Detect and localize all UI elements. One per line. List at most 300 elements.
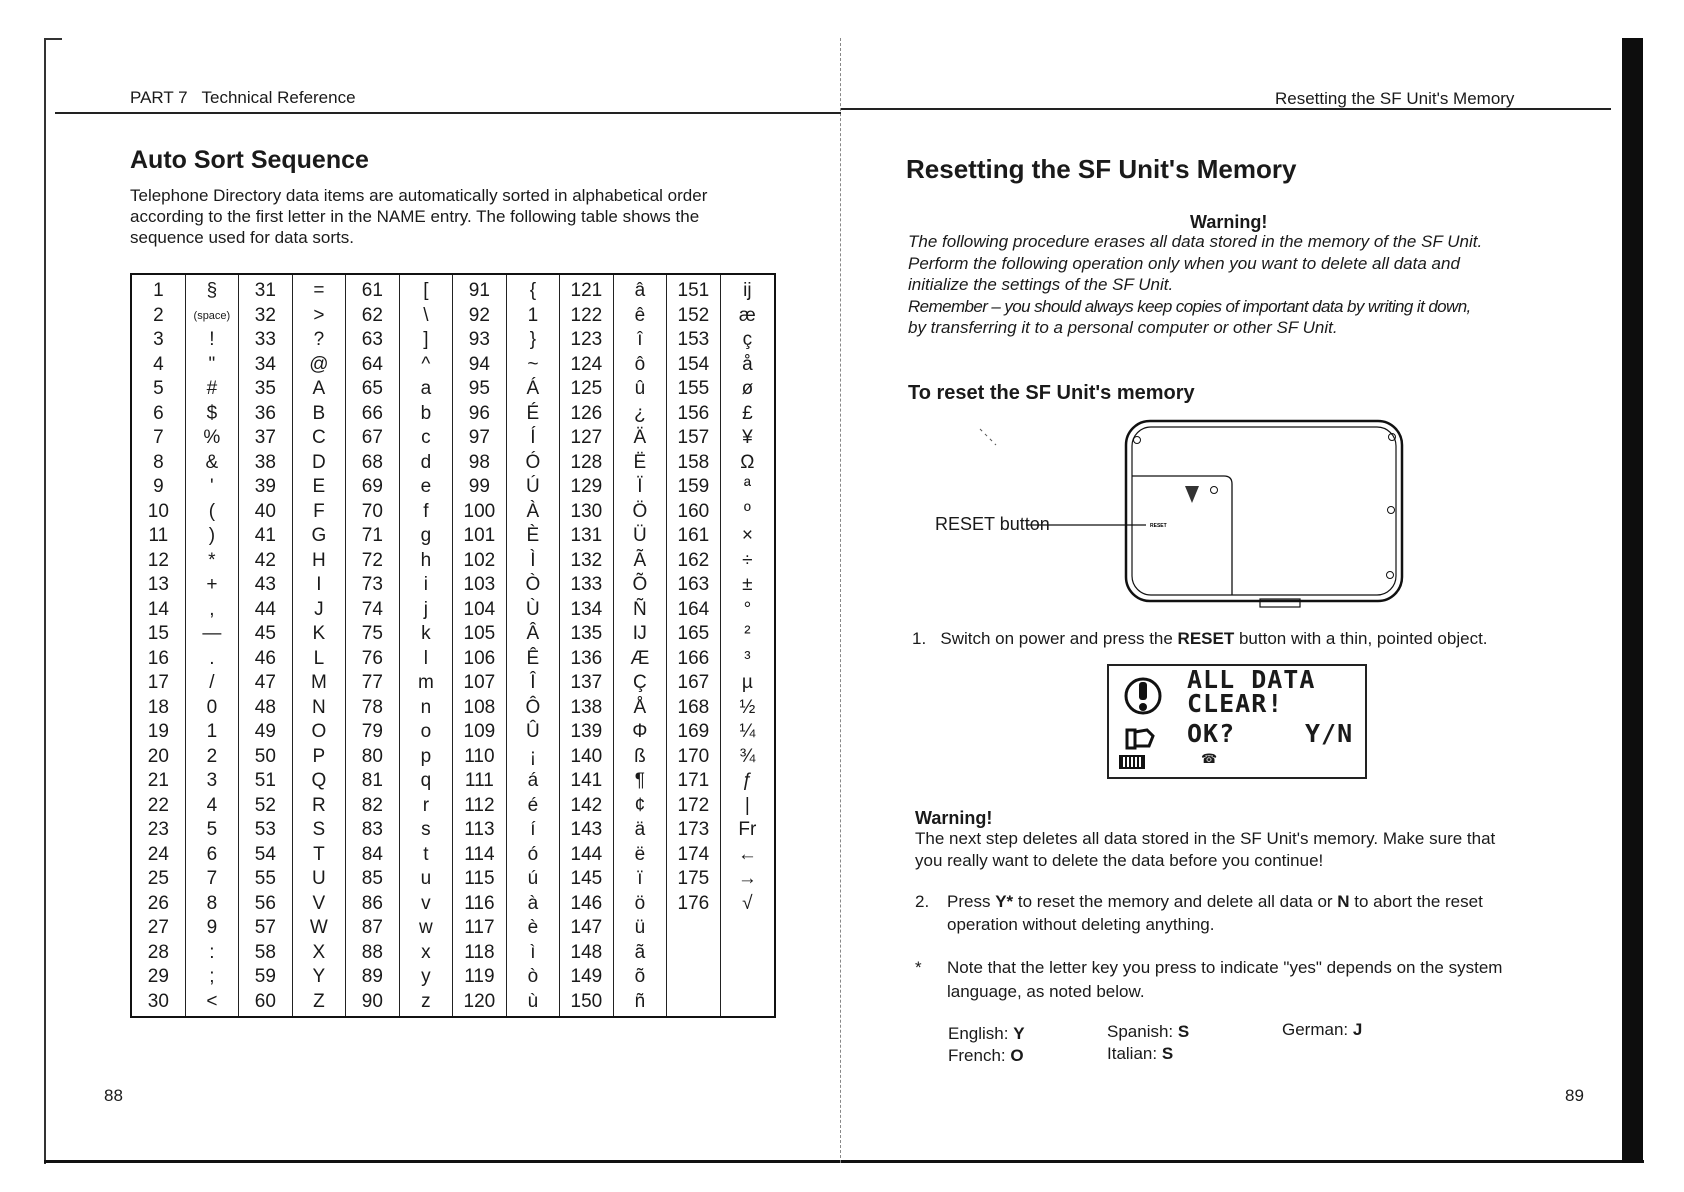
reset-key: RESET	[1177, 629, 1235, 648]
sort-number: 115	[464, 868, 495, 889]
sort-character: $	[206, 402, 218, 424]
sort-number: 86	[361, 892, 383, 914]
sort-character: H	[312, 549, 326, 571]
note	[915, 956, 1502, 1004]
sort-character: R	[312, 794, 326, 816]
sort-number: 129	[570, 476, 603, 497]
header-part: PART 7	[130, 88, 188, 107]
sort-character: Ñ	[633, 598, 647, 620]
sort-character: a	[420, 378, 432, 399]
sort-number: 154	[677, 353, 710, 375]
sort-number: 73	[361, 574, 383, 595]
sort-character: B	[312, 402, 326, 424]
sort-character: h	[420, 549, 432, 571]
sort-character: ²	[744, 623, 751, 644]
sort-character: ¢	[634, 794, 646, 816]
sort-character: U	[312, 868, 326, 889]
sort-character: á	[527, 770, 539, 791]
sort-character: D	[312, 451, 326, 473]
sort-number: 38	[254, 451, 276, 473]
sort-number: 123	[570, 329, 603, 350]
sort-number: 90	[361, 990, 383, 1012]
sort-character: O	[311, 721, 327, 742]
sort-number: 94	[468, 353, 490, 375]
sort-character: Y	[312, 966, 326, 987]
sort-number: 43	[254, 574, 276, 595]
sort-character: m	[417, 672, 434, 693]
right-header-rule	[841, 108, 1611, 110]
sort-character: k	[421, 623, 431, 644]
sort-character-column	[293, 275, 346, 1016]
sort-number: 80	[361, 745, 383, 767]
sort-number: 4	[153, 353, 164, 375]
sort-number: 47	[254, 672, 276, 693]
sort-character: V	[312, 892, 326, 914]
sort-character: Ò	[525, 574, 541, 595]
sort-number: 42	[254, 549, 276, 571]
sort-number: 69	[361, 476, 383, 497]
sort-number: 141	[570, 770, 603, 791]
sort-number: 83	[361, 819, 383, 840]
sort-character: Î	[530, 672, 536, 693]
sort-character: z	[421, 990, 431, 1012]
sort-number: 143	[570, 819, 603, 840]
sort-character: (	[208, 500, 216, 522]
sort-number: 146	[570, 892, 603, 914]
sort-number: 68	[361, 451, 383, 473]
sort-number: 41	[254, 525, 276, 546]
sort-number: 51	[254, 770, 276, 791]
sort-number: 50	[254, 745, 276, 767]
sort-number: 64	[361, 353, 383, 375]
sort-character: √	[742, 892, 753, 914]
sort-character: ÷	[742, 549, 753, 571]
sort-character: Q	[311, 770, 327, 791]
sort-number: 158	[677, 451, 710, 473]
sort-character: å	[742, 353, 753, 375]
right-border	[1622, 38, 1643, 1163]
warning-heading: Warning!	[1190, 212, 1268, 232]
sort-number: 60	[254, 990, 276, 1012]
sort-number-column	[132, 275, 186, 1016]
sort-number: 62	[361, 304, 383, 326]
sort-number: 153	[677, 329, 710, 350]
sort-character: 0	[206, 696, 218, 718]
sort-character: 8	[206, 892, 218, 914]
sort-character: ĳ	[743, 280, 752, 301]
sort-character: |	[744, 794, 750, 816]
sort-character-column	[614, 275, 667, 1016]
sort-character: î	[637, 329, 643, 350]
sort-character: ª	[743, 476, 751, 497]
sort-character: Ô	[525, 696, 541, 718]
phone-icon: ☎	[1201, 751, 1218, 766]
step-1	[912, 628, 1488, 649]
sort-number: 96	[468, 402, 490, 424]
sort-number: 128	[570, 451, 603, 473]
sort-number: 56	[254, 892, 276, 914]
sort-character: Æ	[630, 647, 650, 669]
sort-number: 39	[254, 476, 276, 497]
sort-number: 79	[361, 721, 383, 742]
sort-number: 58	[254, 941, 276, 963]
sort-character: {	[529, 280, 537, 301]
sort-character: /	[209, 672, 215, 693]
sort-number: 52	[254, 794, 276, 816]
sort-character: û	[634, 378, 646, 399]
sort-character: ì	[530, 941, 536, 963]
warning-line: Remember – you should always keep copies of important data by writing it down,	[908, 296, 1471, 316]
sort-number: 37	[254, 427, 276, 448]
sort-number: 82	[361, 794, 383, 816]
sort-character: "	[208, 353, 216, 375]
sort-number: 55	[254, 868, 276, 889]
sort-character: f	[423, 500, 429, 522]
step-2	[915, 890, 1483, 936]
sort-number: 31	[254, 280, 276, 301]
sort-character: ã	[634, 941, 646, 963]
sort-number: 161	[677, 525, 710, 546]
page-title: Auto Sort Sequence	[130, 146, 369, 174]
warning-text	[908, 231, 1482, 339]
sort-number: 24	[147, 843, 169, 865]
warning-2-heading: Warning!	[915, 808, 993, 828]
sort-character: ü	[634, 917, 646, 938]
sort-number: 114	[464, 843, 495, 865]
sort-character: J	[314, 598, 324, 620]
sort-number: 40	[254, 500, 276, 522]
sort-number: 149	[570, 966, 603, 987]
sort-character: ë	[634, 843, 646, 865]
sort-character: â	[634, 280, 646, 301]
sort-character: S	[312, 819, 326, 840]
sort-number: 103	[463, 574, 496, 595]
sort-number: 120	[463, 990, 496, 1012]
sort-number: 84	[361, 843, 383, 865]
sort-character: ø	[741, 378, 754, 399]
sort-number: 125	[570, 378, 603, 399]
sort-number: 99	[468, 476, 490, 497]
sort-number: 91	[468, 280, 490, 301]
sort-number: 111	[464, 770, 494, 791]
step-text: operation without deleting anything.	[947, 915, 1215, 934]
sort-number: 85	[361, 868, 383, 889]
sort-number: 140	[570, 745, 603, 767]
sort-character: !	[209, 329, 215, 350]
sort-character: ½	[739, 696, 756, 718]
sort-character: Ü	[633, 525, 647, 546]
sort-character: £	[742, 402, 753, 424]
sort-character: ]	[423, 329, 429, 350]
bottom-border	[44, 1160, 1644, 1163]
sort-character: [	[423, 280, 429, 301]
sort-character: ä	[634, 819, 646, 840]
sort-character: Í	[530, 427, 536, 448]
sort-character: 9	[206, 917, 218, 938]
sort-number: 6	[153, 402, 164, 424]
sort-number: 144	[570, 843, 603, 865]
lcd-line-1: ALL DATA	[1187, 665, 1316, 694]
sort-character: ¼	[739, 721, 756, 742]
sort-character: Ó	[525, 451, 541, 473]
sort-character: Û	[526, 721, 540, 742]
sort-character: °	[743, 598, 752, 620]
sort-number: 172	[677, 794, 710, 816]
sort-character: A	[312, 378, 326, 399]
sort-number: 75	[361, 623, 383, 644]
sort-character: Fr	[738, 819, 757, 840]
intro-line: Telephone Directory data items are automatically sorted in alphabetical order	[130, 186, 708, 205]
sort-character: %	[203, 427, 221, 448]
sort-number: 98	[468, 451, 490, 473]
sort-number: 132	[570, 549, 603, 571]
sort-number: 164	[677, 598, 710, 620]
sort-number: 65	[361, 378, 383, 399]
sort-character: Å	[633, 696, 647, 718]
sort-number: 28	[147, 941, 169, 963]
sort-character: ö	[634, 892, 646, 914]
sort-number: 162	[677, 549, 710, 571]
step-text: Switch on power and press the	[940, 629, 1178, 648]
sort-number: 2	[153, 304, 164, 326]
page-number-left: 88	[104, 1086, 123, 1105]
sort-character: Ì	[530, 549, 536, 571]
sort-number: 81	[361, 770, 383, 791]
sort-number: 101	[463, 525, 496, 546]
sort-number: 46	[254, 647, 276, 669]
sort-number: 102	[463, 549, 496, 571]
sort-character: X	[312, 941, 326, 963]
sort-character: \	[423, 304, 429, 326]
sort-character: →	[737, 868, 757, 889]
sort-character: u	[420, 868, 432, 889]
sort-number: 77	[361, 672, 383, 693]
left-header-rule	[55, 112, 841, 114]
sort-number: 54	[254, 843, 276, 865]
step-number: 2.	[915, 892, 930, 911]
sort-number: 170	[677, 745, 710, 767]
lcd-line-2: CLEAR!	[1187, 689, 1284, 718]
sort-character: é	[527, 794, 539, 816]
sort-character: x	[421, 941, 431, 963]
sort-number: 167	[677, 672, 710, 693]
sort-character: 2	[206, 745, 218, 767]
sort-character: ,	[209, 598, 215, 620]
sort-character: 6	[206, 843, 218, 865]
sort-character: ³	[744, 647, 751, 669]
sort-number: 13	[147, 574, 169, 595]
sort-number: 168	[677, 696, 710, 718]
sort-number-column	[560, 275, 614, 1016]
sort-number: 110	[464, 745, 495, 767]
sort-character: M	[310, 672, 327, 693]
sort-character: º	[743, 500, 751, 522]
sort-number: 126	[570, 402, 603, 424]
sort-number: 124	[570, 353, 603, 375]
page-number-right: 89	[1565, 1086, 1584, 1105]
sort-number: 169	[677, 721, 710, 742]
left-border	[44, 38, 46, 1164]
sort-number: 139	[570, 721, 603, 742]
sort-number: 45	[254, 623, 276, 644]
sort-number: 135	[570, 623, 603, 644]
sort-character: .	[209, 647, 215, 669]
pointing-hand-icon	[1125, 726, 1157, 752]
sort-number: 176	[677, 892, 710, 914]
sort-character: &	[205, 451, 219, 473]
sort-number: 17	[147, 672, 169, 693]
sort-character: ?	[313, 329, 325, 350]
sort-number: 3	[153, 329, 164, 350]
language-spanish: Spanish: S	[1107, 1022, 1190, 1041]
step-text: Press	[947, 892, 996, 911]
language-list	[948, 1020, 1448, 1073]
sort-number-column	[453, 275, 507, 1016]
sort-number: 57	[254, 917, 276, 938]
sort-number: 35	[254, 378, 276, 399]
top-left-tick	[44, 38, 62, 40]
sort-character: à	[527, 892, 539, 914]
sort-character: Ú	[526, 476, 540, 497]
sort-number: 25	[147, 868, 169, 889]
sort-character: p	[420, 745, 432, 767]
sort-number: 122	[570, 304, 603, 326]
sort-number: 20	[147, 745, 169, 767]
sort-number-column	[346, 275, 400, 1016]
sort-character: ×	[741, 525, 753, 546]
sort-character: ß	[634, 745, 646, 767]
sort-number: 152	[677, 304, 710, 326]
sort-number: 145	[570, 868, 603, 889]
sort-character: 3	[206, 770, 218, 791]
sort-character: —	[202, 623, 222, 644]
sort-number: 142	[570, 794, 603, 816]
sort-number: 171	[677, 770, 710, 791]
sort-character: ú	[527, 868, 539, 889]
header-section: Technical Reference	[201, 88, 356, 107]
sort-character: ò	[527, 966, 539, 987]
sort-number: 118	[464, 941, 495, 963]
sort-number: 72	[361, 549, 383, 571]
exclamation-icon	[1123, 672, 1163, 728]
sort-character: #	[206, 378, 218, 399]
sort-number: 22	[147, 794, 169, 816]
sort-character: y	[421, 966, 431, 987]
sort-number: 27	[147, 917, 169, 938]
sort-number: 12	[147, 549, 169, 571]
sort-character: b	[420, 402, 432, 424]
sort-number: 74	[361, 598, 383, 620]
sort-character: =	[313, 280, 325, 301]
sort-number: 134	[570, 598, 603, 620]
sort-character: Ö	[632, 500, 648, 522]
sort-character: Ê	[526, 647, 540, 669]
sort-character: í	[530, 819, 536, 840]
sort-character: ñ	[634, 990, 646, 1012]
sort-number: 148	[570, 941, 603, 963]
sort-number: 61	[361, 280, 383, 301]
sort-number: 174	[677, 843, 710, 865]
sort-number: 131	[570, 525, 603, 546]
language-italian: Italian: S	[1107, 1044, 1174, 1063]
sort-character: ê	[634, 304, 646, 326]
sort-number: 150	[570, 990, 603, 1012]
sort-character: ù	[527, 990, 539, 1012]
sort-number: 36	[254, 402, 276, 424]
sort-character: É	[526, 402, 540, 424]
sort-number: 108	[463, 696, 496, 718]
sort-character: Ï	[637, 476, 643, 497]
sort-character: v	[421, 892, 431, 914]
sort-number: 117	[464, 917, 495, 938]
auto-sort-table	[130, 273, 776, 1018]
sort-character: À	[526, 500, 540, 522]
sort-character: (space)	[193, 309, 231, 322]
sort-character: ó	[527, 843, 539, 865]
sort-number: 107	[463, 672, 496, 693]
sort-number: 18	[147, 696, 169, 718]
sort-character: n	[420, 696, 432, 718]
sort-character: Á	[526, 378, 540, 399]
sort-character: 1	[206, 721, 218, 742]
sort-character: Ù	[526, 598, 540, 620]
right-header: Resetting the SF Unit's Memory	[1275, 89, 1515, 108]
sort-character: I	[316, 574, 322, 595]
sort-number: 21	[147, 770, 169, 791]
sort-character: 4	[206, 794, 218, 816]
sort-character: :	[209, 941, 215, 963]
sort-number: 92	[468, 304, 490, 326]
sort-number: 97	[468, 427, 490, 448]
intro-text	[130, 185, 707, 248]
sort-character: Ω	[740, 451, 755, 473]
sort-number: 48	[254, 696, 276, 718]
sort-character: Z	[313, 990, 325, 1012]
sort-character: ±	[742, 574, 753, 595]
sort-number: 106	[463, 647, 496, 669]
sort-character: d	[420, 451, 432, 473]
sort-number: 87	[361, 917, 383, 938]
sort-character: T	[313, 843, 325, 865]
sort-number: 5	[153, 378, 164, 399]
sort-character: Õ	[632, 574, 648, 595]
sort-number: 32	[254, 304, 276, 326]
warning-line: by transferring it to a personal computer or other SF Unit.	[908, 318, 1338, 337]
sort-number: 71	[361, 525, 383, 546]
language-english: English: Y	[948, 1024, 1025, 1043]
sort-character: '	[210, 476, 214, 497]
sort-character: K	[312, 623, 326, 644]
sort-number: 67	[361, 427, 383, 448]
sort-character: È	[526, 525, 540, 546]
sort-number: 138	[570, 696, 603, 718]
sort-character: i	[423, 574, 428, 595]
sort-character: +	[206, 574, 218, 595]
sort-character: Ç	[633, 672, 647, 693]
sort-number: 155	[677, 378, 710, 399]
warning-line: initialize the settings of the SF Unit.	[908, 275, 1174, 294]
sort-number: 29	[147, 966, 169, 987]
sort-number: 63	[361, 329, 383, 350]
sort-number: 112	[464, 794, 495, 816]
sort-number: 147	[570, 917, 603, 938]
sort-number: 133	[570, 574, 603, 595]
sort-character: W	[309, 917, 328, 938]
sort-character: Ĳ	[632, 623, 647, 644]
sort-number: 127	[570, 427, 603, 448]
sort-number: 119	[464, 966, 495, 987]
sort-character: ï	[637, 868, 643, 889]
